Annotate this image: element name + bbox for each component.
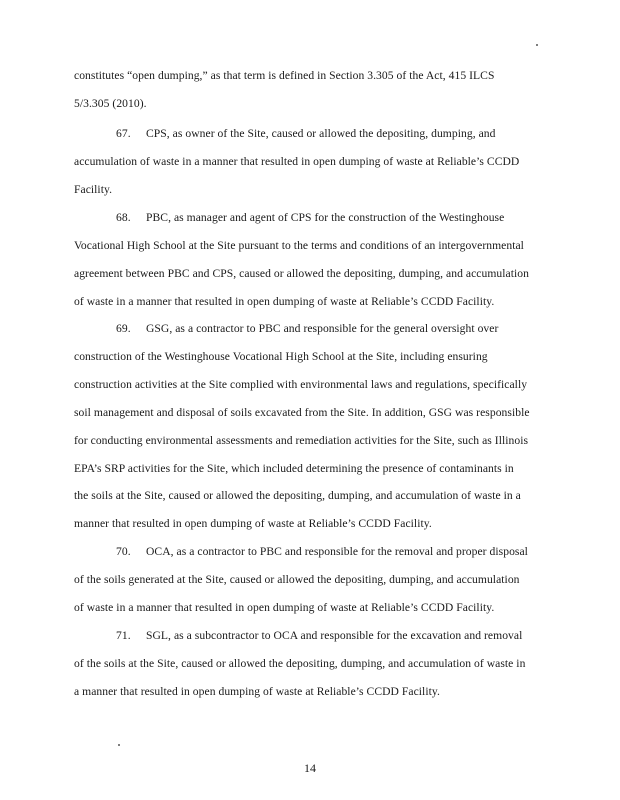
paragraph-first-line: OCA, as a contractor to PBC and responsible for the removal and proper disposal: [146, 545, 528, 558]
paragraph-number: 70.: [116, 545, 131, 558]
text-line: for conducting environmental assessments and remediation activities for the Site, such as Illinois: [74, 434, 529, 447]
paragraph-number: 67.: [116, 127, 131, 140]
text-line: manner that resulted in open dumping of waste at Reliable’s CCDD Facility.: [74, 517, 432, 530]
text-line: constitutes “open dumping,” as that term is defined in Section 3.305 of the Act, 415 ILCS: [74, 69, 495, 82]
text-line: construction of the Westinghouse Vocational High School at the Site, including ensuring: [74, 350, 488, 363]
paragraph-number: 69.: [116, 322, 131, 335]
text-line: soil management and disposal of soils excavated from the Site. In addition, GSG was responsible: [74, 406, 530, 419]
paragraph-number: 68.: [116, 211, 131, 224]
text-line: a manner that resulted in open dumping of waste at Reliable’s CCDD Facility.: [74, 685, 440, 698]
text-line: of waste in a manner that resulted in open dumping of waste at Reliable’s CCDD Facility.: [74, 295, 495, 308]
text-line: of the soils generated at the Site, caused or allowed the depositing, dumping, and accumulation: [74, 573, 520, 586]
text-line: 5/3.305 (2010).: [74, 97, 147, 110]
text-line: of the soils at the Site, caused or allowed the depositing, dumping, and accumulation of waste in: [74, 657, 526, 670]
paragraph-number: 71.: [116, 629, 131, 642]
text-line: Facility.: [74, 183, 113, 196]
scan-speck: [536, 44, 538, 46]
paragraph-first-line: CPS, as owner of the Site, caused or allowed the depositing, dumping, and: [146, 127, 496, 140]
text-line: the soils at the Site, caused or allowed the depositing, dumping, and accumulation of waste in a: [74, 489, 521, 502]
text-line: agreement between PBC and CPS, caused or allowed the depositing, dumping, and accumulation: [74, 267, 529, 280]
scan-speck: [118, 744, 120, 746]
text-line: construction activities at the Site complied with environmental laws and regulations, specifically: [74, 378, 528, 391]
paragraph-first-line: SGL, as a subcontractor to OCA and responsible for the excavation and removal: [146, 629, 523, 642]
paragraph-first-line: PBC, as manager and agent of CPS for the construction of the Westinghouse: [146, 211, 505, 224]
text-line: accumulation of waste in a manner that resulted in open dumping of waste at Reliable’s CCDD: [74, 155, 520, 168]
paragraph-first-line: GSG, as a contractor to PBC and responsible for the general oversight over: [146, 322, 499, 335]
page-number: 14: [304, 761, 316, 775]
text-line: EPA’s SRP activities for the Site, which included determining the presence of contaminants in: [74, 462, 514, 475]
text-line: Vocational High School at the Site pursuant to the terms and conditions of an intergovernmental: [74, 239, 524, 252]
text-line: of waste in a manner that resulted in open dumping of waste at Reliable’s CCDD Facility.: [74, 601, 495, 614]
